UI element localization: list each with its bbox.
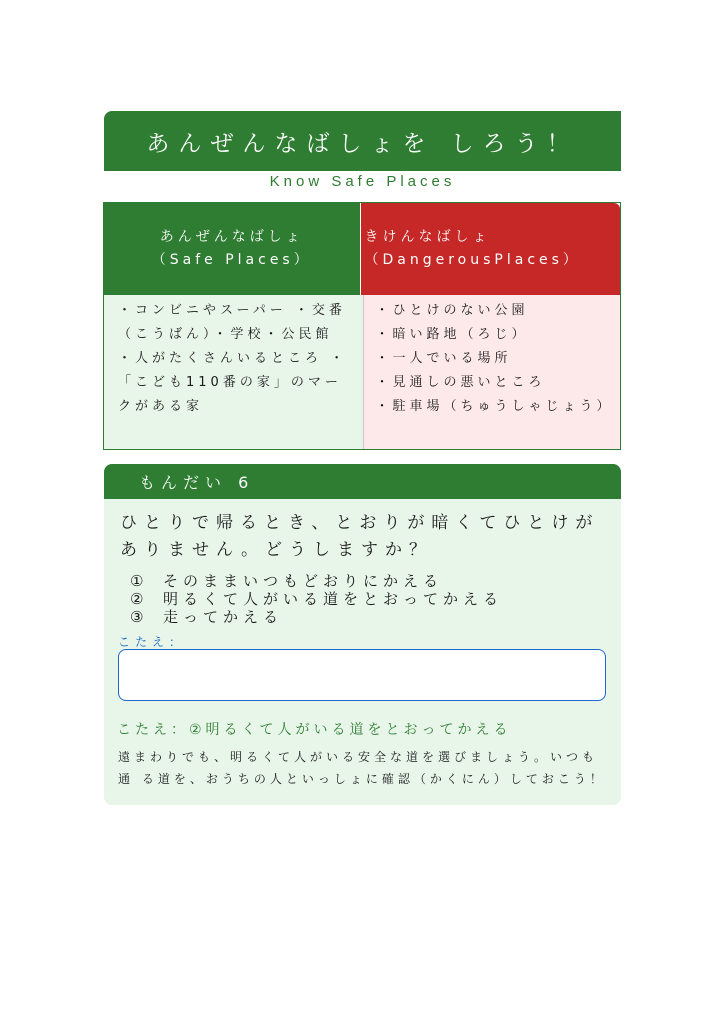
places-comparison-table bbox=[103, 202, 621, 450]
title-banner bbox=[104, 111, 621, 171]
answer-options bbox=[130, 572, 503, 626]
option-text: 明るくて人がいる道をとおってかえる bbox=[163, 590, 504, 608]
list-item: ・見通しの悪いところ bbox=[375, 375, 546, 390]
comparison-header-row bbox=[104, 203, 620, 295]
dangerous-places-heading-en: （DangerousPlaces） bbox=[364, 252, 581, 268]
answer-option-2 bbox=[130, 590, 503, 608]
quiz-title: もんだい 6 bbox=[139, 473, 255, 492]
quiz-card bbox=[104, 464, 621, 805]
answer-option-1 bbox=[130, 572, 503, 590]
dangerous-places-heading: きけんなばしょ bbox=[364, 229, 491, 245]
list-item: ・暗い路地（ろじ） bbox=[375, 327, 529, 342]
option-number: ① bbox=[130, 572, 149, 590]
option-text: そのままいつもどおりにかえる bbox=[163, 572, 444, 590]
list-item: ・一人でいる場所 bbox=[375, 351, 512, 366]
answer-field-label: こたえ： bbox=[118, 635, 187, 649]
page-title: あんぜんなばしょを しろう！ bbox=[146, 130, 579, 157]
dangerous-places-header bbox=[361, 203, 621, 295]
quiz-question: ひとりで帰るとき、とおりが暗くてひとけがありません。どうしますか？ bbox=[120, 513, 600, 560]
safe-places-list: ・コンビニやスーパー ・交番（こうばん）・学校・公民館 ・人がたくさんいるところ ・「こども110番の家」のマークがある家 bbox=[104, 295, 363, 449]
answer-input[interactable] bbox=[118, 649, 606, 701]
safe-places-header bbox=[104, 203, 361, 295]
option-text: 走ってかえる bbox=[163, 608, 284, 626]
page-subtitle: Know Safe Places bbox=[269, 173, 456, 190]
list-item: ・駐車場（ちゅうしゃじょう） bbox=[375, 399, 614, 414]
dangerous-places-list bbox=[363, 295, 621, 449]
answer-option-3 bbox=[130, 608, 503, 626]
safe-places-heading: あんぜんなばしょ bbox=[159, 229, 304, 245]
option-number: ③ bbox=[130, 608, 149, 626]
correct-answer: こたえ：②明るくて人がいる道をとおってかえる bbox=[117, 722, 512, 738]
safe-places-heading-en: （Safe Places） bbox=[151, 252, 312, 268]
quiz-header bbox=[104, 464, 621, 499]
comparison-body-row bbox=[104, 295, 620, 449]
list-item: ・ひとけのない公園 bbox=[375, 303, 529, 318]
option-number: ② bbox=[130, 590, 149, 608]
answer-explanation: 遠まわりでも、明るくて人がいる安全な道を選びましょう。いつも通 る道を、おうちの人といっしょに確認（かくにん）しておこう！ bbox=[118, 750, 606, 786]
